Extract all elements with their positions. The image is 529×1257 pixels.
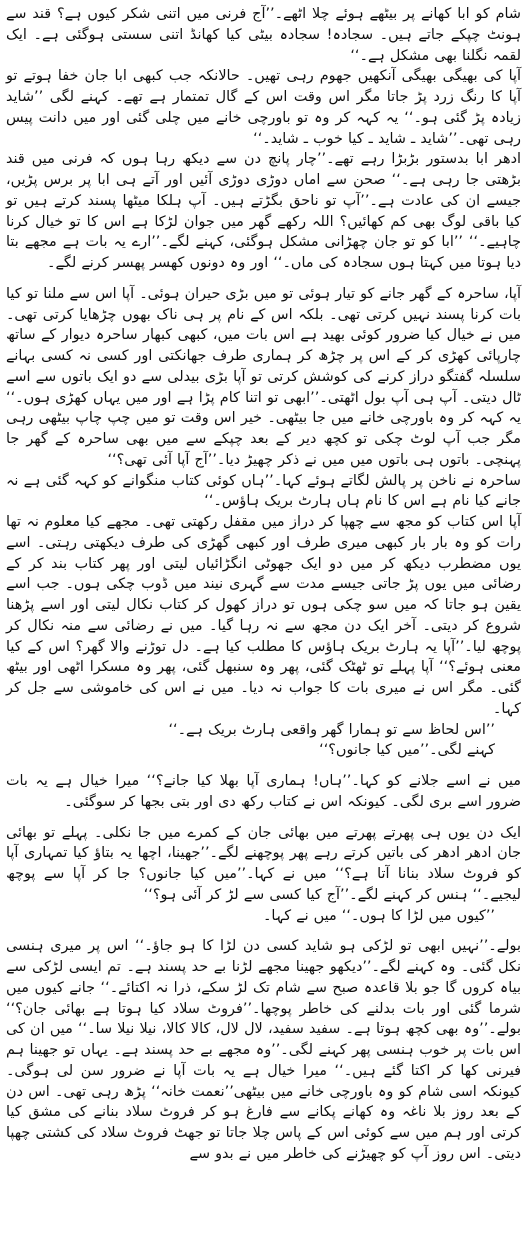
dialogue-line: ’’کیوں میں لڑا کا ہوں۔‘‘ میں نے کہا۔ [263, 907, 495, 924]
paragraph-5: ساحرہ نے ناخن پر پالش لگاتے ہوئے کہا۔’’ہاں کوئی کتاب منگوانے کو کہہ گئی ہے نہ جانے کیا نام ہے اس کا نام ہاں ہارٹ بریک ہاؤس۔‘‘ [6, 472, 521, 510]
paragraph-6: آپا اس کتاب کو مجھ سے چھپا کر دراز میں مقفل رکھتی تھی۔ مجھے کیا معلوم نہ تھا رات کو وہ بار بار کبھی میری طرف اور کبھی گھڑی کی طرف دیکھتی رہتی۔ اسے یوں مضطرب دیکھ کر میں دو ایک جھوٹی انگڑائیاں لیتی اور پھر کتاب بند کر کے رضائی میں یوں پڑ جاتی جیسے مدت سے گہری نیند میں ڈوب چکی ہوں۔ جب اسے یقین ہو جاتا کہ میں سو چکی ہوں تو دراز کھول کر کتاب نکال لیتی اور اسے پڑھنا شروع کر دیتی۔ آخر ایک دن مجھ سے نہ رہا گیا۔ میں نے رضائی سے منہ نکال کر پوچھ لیا۔’’آپا یہ ہارٹ بریک ہاؤس کا مطلب کیا ہے۔ دل توڑنے والا گھر؟ اس کے کیا معنی ہوئے؟‘‘ آپا پہلے تو ٹھٹک گئی، پھر وہ سنبھل گئی، پھر وہ مسکرا اٹھی اور بیٹھ گئی۔ مگر اس نے میری بات کا جواب نہ دیا۔ میں نے اس کی خاموشی سے جل کر کہا۔ [6, 514, 521, 717]
quote-line-1: ’’اس لحاظ سے تو ہمارا گھر واقعی ہارٹ بریک ہے۔‘‘ [168, 721, 495, 738]
quote-line-2: کہنے لگی۔’’میں کیا جانوں؟‘‘ [319, 742, 495, 759]
paragraph-3: ادھر ابا بدستور بڑبڑا رہے تھے۔’’چار پانچ دن سے دیکھ رہا ہوں کہ فرنی میں قند بڑھتی جا رہی ہے۔‘‘ صحن سے اماں دوڑی دوڑی آئیں اور آتے ہی ابا پر برس پڑیں، جیسے ان کی عادت ہے۔’’آپ تو ناحق بگڑتے ہیں۔ آپ ہلکا میٹھا پسند کرتے ہیں تو کیا باقی لوگ بھی کم کھائیں؟ اللہ رکھے گھر میں جوان لڑکا ہے اس کا تو خیال کرنا چاہیے۔‘‘ ’’ابا کو تو جان چھڑانی مشکل ہوگئی، کہنے لگے۔’’ارے یہ بات ہے مجھے بتا دیا ہوتا میں کہتا ہوں سجادہ کی ماں۔‘‘ اور وہ دونوں کھسر پھسر کرنے لگے۔ [6, 151, 521, 271]
paragraph-4: آپا، ساحرہ کے گھر جانے کو تیار ہوئی تو میں بڑی حیران ہوئی۔ آپا اس سے ملنا تو کیا بات کرنا پسند نہیں کرتی تھی۔ بلکہ اس کے نام پر ہی ناک بھوں چڑھایا کرتی تھی۔ میں نے خیال کیا ضرور کوئی بھید ہے اس بات میں، کبھی کبھار ساحرہ دیوار کے ساتھ چارپائی کھڑی کر کے اس پر چڑھ کر ہماری طرف جھانکتی اور کسی نہ کسی بہانے سلسلہ گفتگو دراز کرنے کی کوشش کرتی تو آپا بڑی بیدلی سے دو ایک باتوں سے اسے ٹال دیتی۔ آپ ہی آپ بول اٹھتی۔’’ابھی تو اتنا کام پڑا ہے اور میں یہاں کھڑی ہوں۔‘‘ یہ کہہ کر وہ باورچی خانے میں جا بیٹھی۔ خیر اس وقت تو میں چپ چاپ بیٹھی رہی مگر جب آپ لوٹ چکی تو کچھ دیر کے بعد چپکے سے میں بھی ساحرہ کے گھر جا پہنچی۔ باتوں ہی باتوں میں میں نے ذکر چھیڑ دیا۔’’آج آپا آئی تھی؟‘‘ [6, 285, 521, 468]
paragraph-8: ایک دن یوں ہی پھرتے پھرتے میں بھائی جان کے کمرے میں جا نکلی۔ پہلے تو بھائی جان ادھر ادھر کی باتیں کرتے رہے پھر پوچھنے لگے۔’’جھینا، اچھا یہ بتاؤ کیا تمہاری آپا کو فروٹ سلاد بنانا آتا ہے؟‘‘ میں نے کہا۔’’میں کیا جانوں؟ جا کر آپا سے پوچھ لیجیے۔‘‘ ہنس کر کہنے لگے۔’’آج کیا کسی سے لڑ کر آئی ہو؟‘‘ [6, 824, 521, 903]
paragraph-7: میں نے اسے جلانے کو کہا۔’’ہاں! ہماری آپا بھلا کیا جانے؟‘‘ میرا خیال ہے یہ بات ضرور اسے بری لگی۔ کیونکہ اس نے کتاب رکھ دی اور بتی بجھا کر سوگئی۔ [6, 773, 521, 810]
paragraph-9: بولے۔’’نہیں ابھی تو لڑکی ہو شاید کسی دن لڑا کا ہو جاؤ۔‘‘ اس پر میری ہنسی نکل گئی۔ وہ کہنے لگے۔’’دیکھو جھینا مجھے لڑنا بے حد پسند ہے۔ تم ایسی لڑکی سے بیاہ کروں گا جو بلا قاعدہ صبح سے شام تک لڑ سکے، ذرا نہ اکتائے۔‘‘ جانے کیوں میں شرما گئی اور بات بدلنے کی خاطر پوچھا۔’’فروٹ سلاد کیا ہوتا ہے بھائی جان؟‘‘ بولے۔’’وہ بھی کچھ ہوتا ہے۔ سفید سفید، لال لال، کالا کالا، نیلا نیلا سا۔‘‘ میں ان کی اس بات پر خوب ہنسی پھر کہنے لگی۔’’وہ مجھے بے حد پسند ہے۔ یہاں تو جھینا ہم فیرنی کھا کر اکتا گئے ہیں۔‘‘ میرا خیال ہے یہ بات آپا نے ضرور سن لی ہوگی۔ کیونکہ اسی شام کو وہ باورچی خانے میں بیٹھی’’نعمت خانہ‘‘ پڑھ رہی تھی۔ اس دن کے بعد روز بلا ناغہ وہ کھانے پکانے سے فارغ ہو کر فروٹ سلاد بنانے کی مشق کیا کرتی اور ہم میں سے کوئی اس کے پاس چلا جاتا تو جھٹ فروٹ سلاد کی کشتی چھپا دیتی۔ اس روز آپ کو چھیڑنے کی خاطر میں نے بدو سے [6, 938, 521, 1162]
paragraph-1: شام کو ابا کھانے پر بیٹھے ہوئے چلا اٹھے۔’’آج فرنی میں اتنی شکر کیوں ہے؟ قند سے ہونٹ چپکے جاتے ہیں۔ سجادہ! سجادہ بیٹی کیا کھانڈ اتنی سستی ہوگئی ہے۔ ایک لقمہ نگلنا بھی مشکل ہے۔‘‘ [6, 6, 521, 64]
paragraph-2: آپا کی بھیگی بھیگی آنکھیں جھوم رہی تھیں۔ حالانکہ جب کبھی ابا جان خفا ہوتے تو آپا کا رنگ زرد پڑ جاتا مگر اس وقت اس کے گال تمتمار ہے تھے۔ کہنے لگی ’’شاید زیادہ پڑ گئی ہو۔‘‘ یہ کہہ کر وہ تو باورچی خانے میں چلی گئی اور میں دانت پیس رہی تھی۔’’شاید ـ شاید ـ کیا خوب ـ شاید۔‘‘ [6, 68, 521, 147]
